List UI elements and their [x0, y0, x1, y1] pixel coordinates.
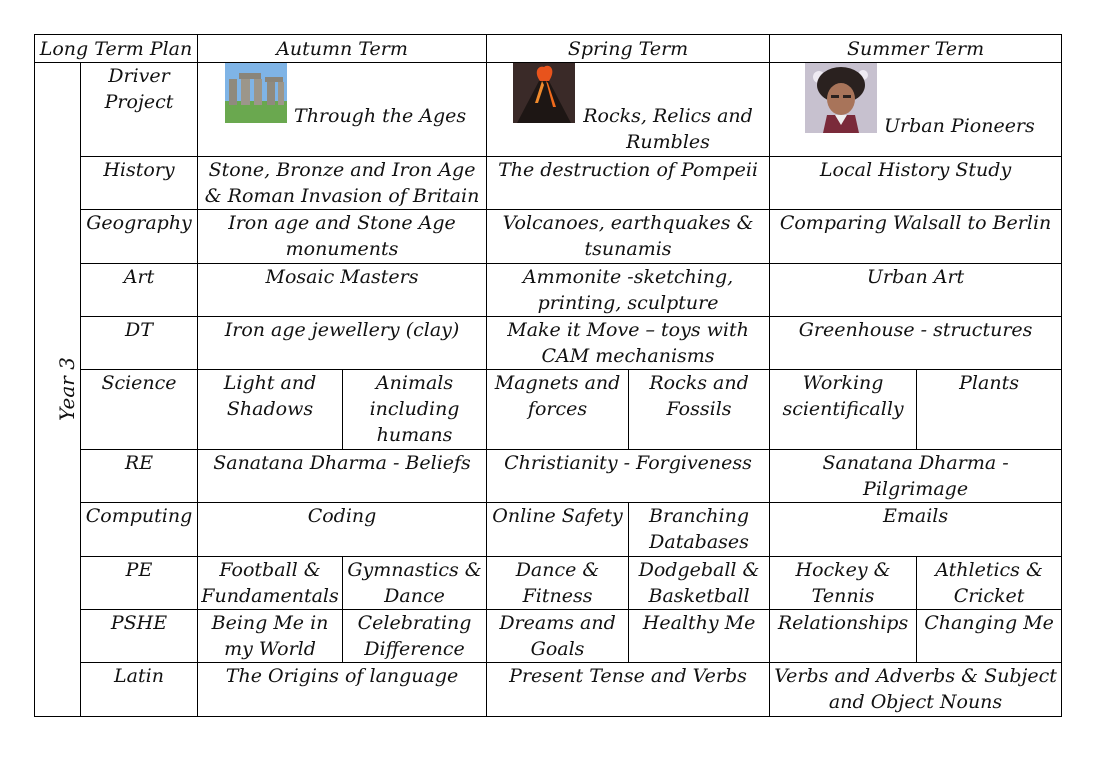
computing-row [35, 503, 1062, 557]
driver-spring-cell [487, 63, 770, 157]
long-term-plan-table [34, 34, 1062, 717]
geography-spring: Volcanoes, earthquakes & tsunamis [487, 210, 770, 264]
latin-row [35, 663, 1062, 717]
latin-autumn: The Origins of language [198, 663, 487, 717]
geography-row [35, 210, 1062, 264]
year-cell [35, 63, 81, 717]
computing-summer: Emails [770, 503, 1062, 557]
science-spring-2: Rocks and Fossils [629, 370, 770, 450]
computing-autumn: Coding [198, 503, 487, 557]
pe-summer-2: Athletics & Cricket [917, 557, 1062, 610]
re-label: RE [81, 450, 198, 503]
re-summer: Sanatana Dharma - Pilgrimage [770, 450, 1062, 503]
pshe-autumn-2: Celebrating Difference [343, 610, 487, 663]
dt-row [35, 317, 1062, 370]
computing-spring-1: Online Safety [487, 503, 629, 557]
pshe-spring-2: Healthy Me [629, 610, 770, 663]
art-summer: Urban Art [770, 264, 1062, 317]
spring-term-header: Spring Term [487, 35, 770, 63]
driver-autumn-title: Through the Ages [294, 105, 467, 127]
pshe-row [35, 610, 1062, 663]
pe-autumn-1: Football & Fundamentals [198, 557, 343, 610]
year-label: Year 3 [54, 357, 79, 421]
science-row [35, 370, 1062, 450]
pe-label: PE [81, 557, 198, 610]
corner-header: Long Term Plan [35, 35, 198, 63]
pe-autumn-2: Gymnastics & Dance [343, 557, 487, 610]
pe-summer-1: Hockey & Tennis [770, 557, 917, 610]
stonehenge-image [225, 63, 287, 123]
pe-row [35, 557, 1062, 610]
autumn-term-header: Autumn Term [198, 35, 487, 63]
dt-spring: Make it Move – toys with CAM mechanisms [487, 317, 770, 370]
science-spring-1: Magnets and forces [487, 370, 629, 450]
science-autumn-1: Light and Shadows [198, 370, 343, 450]
computing-spring-2: Branching Databases [629, 503, 770, 557]
dt-label: DT [81, 317, 198, 370]
science-summer-2: Plants [917, 370, 1062, 450]
pshe-spring-1: Dreams and Goals [487, 610, 629, 663]
summer-term-header: Summer Term [770, 35, 1062, 63]
science-autumn-2: Animals including humans [343, 370, 487, 450]
latin-label: Latin [81, 663, 198, 717]
re-spring: Christianity - Forgiveness [487, 450, 770, 503]
driver-summer-cell [770, 63, 1062, 157]
pshe-summer-2: Changing Me [917, 610, 1062, 663]
history-spring: The destruction of Pompeii [487, 157, 770, 210]
re-row [35, 450, 1062, 503]
art-spring: Ammonite -sketching, printing, sculpture [487, 264, 770, 317]
history-summer: Local History Study [770, 157, 1062, 210]
geography-summer: Comparing Walsall to Berlin [770, 210, 1062, 264]
driver-spring-title: Rocks, Relics and Rumbles [583, 105, 753, 153]
pe-spring-2: Dodgeball & Basketball [629, 557, 770, 610]
science-label: Science [81, 370, 198, 450]
history-autumn: Stone, Bronze and Iron Age & Roman Invasion of Britain [198, 157, 487, 210]
pshe-autumn-1: Being Me in my World [198, 610, 343, 663]
driver-autumn-cell [198, 63, 487, 157]
volcano-image [513, 63, 575, 123]
header-row [35, 35, 1062, 63]
cartoon-character-image [805, 63, 877, 133]
latin-summer: Verbs and Adverbs & Subject and Object Nouns [770, 663, 1062, 717]
geography-label: Geography [81, 210, 198, 264]
driver-summer-title: Urban Pioneers [884, 115, 1035, 137]
art-label: Art [81, 264, 198, 317]
computing-label: Computing [81, 503, 198, 557]
dt-summer: Greenhouse - structures [770, 317, 1062, 370]
history-row [35, 157, 1062, 210]
geography-autumn: Iron age and Stone Age monuments [198, 210, 487, 264]
re-autumn: Sanatana Dharma - Beliefs [198, 450, 487, 503]
latin-spring: Present Tense and Verbs [487, 663, 770, 717]
dt-autumn: Iron age jewellery (clay) [198, 317, 487, 370]
pshe-label: PSHE [81, 610, 198, 663]
pe-spring-1: Dance & Fitness [487, 557, 629, 610]
art-autumn: Mosaic Masters [198, 264, 487, 317]
driver-project-label: Driver Project [81, 63, 198, 157]
pshe-summer-1: Relationships [770, 610, 917, 663]
driver-project-row [35, 63, 1062, 157]
history-label: History [81, 157, 198, 210]
art-row [35, 264, 1062, 317]
science-summer-1: Working scientifically [770, 370, 917, 450]
